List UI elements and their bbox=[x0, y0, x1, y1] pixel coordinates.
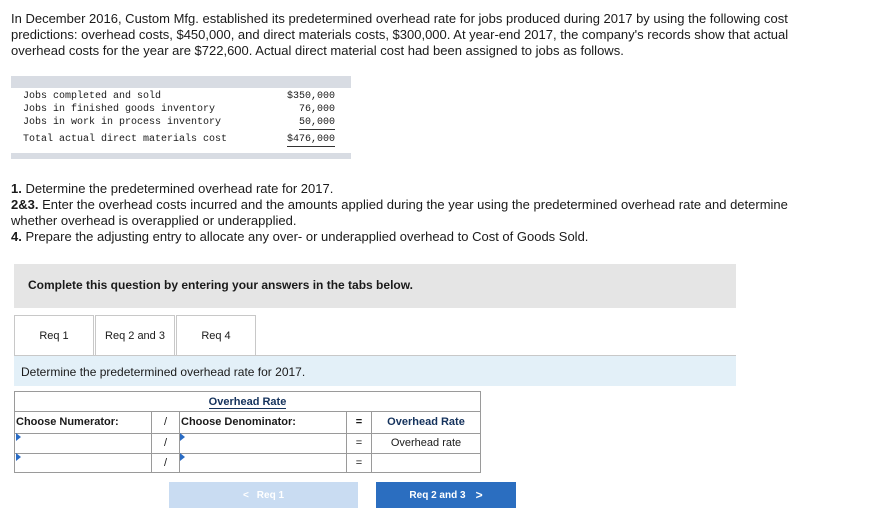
dropdown-marker-icon bbox=[16, 433, 21, 441]
form-title bbox=[15, 396, 480, 408]
question-number: 2&3. bbox=[11, 197, 39, 212]
divide-symbol: / bbox=[163, 416, 168, 428]
dropdown-marker-icon bbox=[16, 453, 21, 461]
numerator-input[interactable] bbox=[16, 453, 151, 473]
next-req-button[interactable] bbox=[376, 482, 516, 508]
row-label: Jobs completed and sold bbox=[23, 91, 162, 102]
row-label: Jobs in work in process inventory bbox=[23, 117, 222, 128]
prev-req-button[interactable] bbox=[169, 482, 358, 508]
denominator-select[interactable] bbox=[180, 433, 346, 453]
question-text: Prepare the adjusting entry to allocate any over- or underapplied overhead to Cost of Goods Sold. bbox=[21, 229, 589, 244]
numerator-select[interactable] bbox=[16, 433, 151, 453]
question-item bbox=[11, 229, 831, 245]
direct-materials-table bbox=[11, 76, 351, 160]
row-value: 50,000 bbox=[298, 117, 335, 128]
next-button-label: Req 2 and 3 bbox=[409, 489, 466, 501]
result-input[interactable] bbox=[372, 453, 480, 473]
table-row bbox=[23, 103, 343, 116]
result-label: Overhead rate bbox=[390, 437, 462, 449]
tab-req-4[interactable]: Req 4 bbox=[176, 315, 256, 355]
complete-prompt-banner bbox=[14, 264, 736, 308]
overhead-rate-form bbox=[14, 391, 481, 473]
intro-paragraph: In December 2016, Custom Mfg. established its predetermined overhead rate for jobs produced during 2017 by using the following cost predictions: overhead costs, $450,000, and direct materials costs, $300,000. At year-end 2017, the company's records show that actual overhead costs for the year are $722,600. Actual direct material cost had been assigned to jobs as follows. bbox=[11, 11, 789, 58]
equals-symbol: = bbox=[355, 457, 363, 469]
question-number: 1. bbox=[11, 181, 22, 196]
chevron-right-icon: > bbox=[475, 488, 483, 502]
question-item bbox=[11, 197, 831, 229]
question-number: 4. bbox=[11, 229, 22, 244]
table-row bbox=[23, 116, 343, 129]
tab-req-1[interactable]: Req 1 bbox=[14, 315, 94, 355]
denominator-input[interactable] bbox=[180, 453, 346, 473]
numerator-header: Choose Numerator: bbox=[16, 416, 119, 428]
table-top-band bbox=[11, 76, 351, 88]
question-text: Determine the predetermined overhead rate for 2017. bbox=[21, 181, 334, 196]
instruction-text: Determine the predetermined overhead rate for 2017. bbox=[21, 365, 306, 379]
row-label: Jobs in finished goods inventory bbox=[23, 104, 216, 115]
equals-symbol: = bbox=[355, 416, 363, 428]
instruction-band bbox=[14, 356, 736, 386]
divide-symbol: / bbox=[163, 457, 168, 469]
total-label: Total actual direct materials cost bbox=[23, 134, 228, 145]
prev-button-label: Req 1 bbox=[256, 489, 285, 501]
table-row bbox=[23, 90, 343, 103]
question-item bbox=[11, 181, 831, 197]
equals-symbol: = bbox=[355, 437, 363, 449]
table-total-row bbox=[23, 133, 343, 146]
row-value: 76,000 bbox=[298, 104, 335, 115]
row-value: $350,000 bbox=[286, 91, 335, 102]
complete-prompt-text: Complete this question by entering your answers in the tabs below. bbox=[28, 278, 413, 292]
question-text: Enter the overhead costs incurred and the amounts applied during the year using the predetermined overhead rate and determine whether overhead is overapplied or underapplied. bbox=[11, 197, 788, 228]
divide-symbol: / bbox=[163, 437, 168, 449]
denominator-header: Choose Denominator: bbox=[181, 416, 296, 428]
question-list bbox=[11, 181, 831, 245]
result-header: Overhead Rate bbox=[387, 416, 465, 428]
table-bottom-band bbox=[11, 153, 351, 159]
dropdown-marker-icon bbox=[180, 433, 185, 441]
total-value: $476,000 bbox=[286, 134, 335, 145]
form-title-text: Overhead Rate bbox=[208, 396, 287, 408]
dropdown-marker-icon bbox=[180, 453, 185, 461]
tab-req-2-and-3[interactable]: Req 2 and 3 bbox=[95, 315, 175, 355]
chevron-left-icon: < bbox=[242, 489, 249, 501]
